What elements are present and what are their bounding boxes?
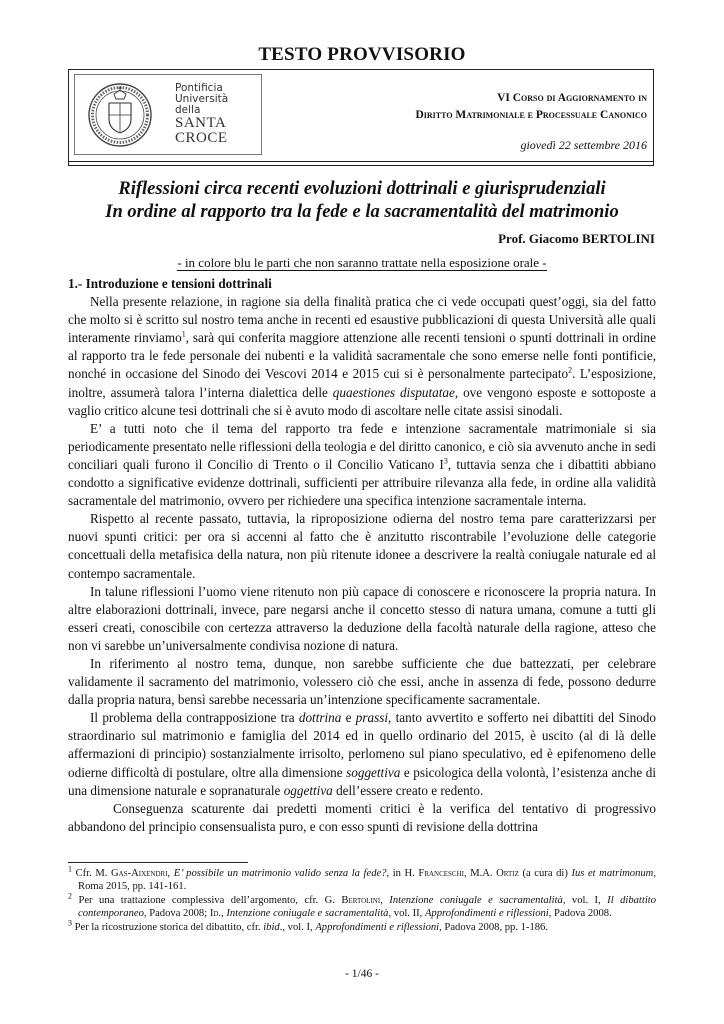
footnotes <box>68 864 656 934</box>
university-seal-icon <box>85 81 155 149</box>
footnote-ref-3[interactable]: 3 <box>443 456 448 466</box>
document-title <box>0 178 724 224</box>
logo-line-3: della <box>175 104 201 116</box>
body-text <box>68 275 656 836</box>
title-line-2: In ordine al rapporto tra la fede e la sacramentalità del matrimonio <box>105 202 619 222</box>
footnote-2: $^2$ Per una trattazione complessiva dell’argomento, cfr. G. Bertolini, Intenzione coniugale e sacramentalità, vol. I, Il dibattito contemporaneo, Padova 2008; Id., Intenzione coniugale e sacramentalità, vol. II, Approfondimenti e riflessioni, Padova 2008. <box>68 891 656 920</box>
section-heading: 1.- Introduzione e tensioni dottrinali <box>68 276 272 291</box>
paragraph-5: In riferimento al nostro tema, dunque, non sarebbe sufficiente che due battezzati, per celebrare validamente il sacramento del matrimonio, volessero ciò che essi, anche in assenza di fede, possono dedurre dalla propria natura, bensì sarebbe necessaria un’intenzione specificamente sacramentale. <box>68 655 656 708</box>
header-rule <box>69 161 653 162</box>
page-title: TESTO PROVVISORIO <box>258 44 466 65</box>
course-date: giovedì 22 settembre 2016 <box>520 138 647 152</box>
paragraph-1: Nella presente relazione, in ragione sia della finalità pratica che ci vede occupati quest’oggi, sia del fatto che molto si è scritto sul nostro tema anche in recenti ed esaustive pubblicazioni di questa Università alle quali interamente rinviamo$^1$, sarà qui conferita maggiore attenzione alle recenti tensioni o spunti dottrinali in ordine al rapporto tra le fede personale dei nubenti e la validità sacramentale che sono emerse nelle fonti pontificie, nonché in occasione del Sinodo dei Vescovi 2014 e 2015 cui si è personalmente partecipato$^2$. L’esposizione, inoltre, assumerà talora l’interna dialettica delle quaestiones disputatae, ove vengono esposte e sottoposte a vaglio critico alcune tesi dottrinali che si è avuto modo di ascoltare nelle citate assisi sinodali. <box>68 294 656 418</box>
blue-parts-note <box>0 255 724 271</box>
course-line-2: Diritto Matrimoniale e Processuale Canonico <box>415 109 647 121</box>
paragraph-7: Conseguenza scaturente dai predetti momenti critici è la verifica del tentativo di progressivo abbandono del principio consensualista puro, e con esso spunti di revisione della dottrina <box>68 800 656 834</box>
page-number: - 1/46 - <box>345 968 379 980</box>
logo-line-2: Università <box>175 93 229 105</box>
logo-line-4: SANTA <box>175 115 227 131</box>
logo-box <box>74 74 262 155</box>
paragraph-4: In talune riflessioni l’uomo viene ritenuto non più capace di conoscere e riconoscere la propria natura. In altre elaborazioni dottrinali, invece, pare negarsi anche il concetto stesso di natura umana, comune a tutti gli esseri creati, conoscibile con certezza attraverso la deduzione della facoltà naturale della ragione, atteso che non vi sarebbe un’universalmente condivisa nozione di natura. <box>68 583 656 653</box>
logo-line-1: Pontificia <box>175 82 223 94</box>
paragraph-6: Il problema della contrapposizione tra dottrina e prassi, tanto avvertito e sofferto nei dibattiti del Sinodo straordinario sul matrimonio e famiglia del 2014 ed in quello ordinario del 2015, è uscito (al di là delle affermazioni di principio) sostanzialmente irrisolto, perlomeno sul piano speculativo, ed è epifenomeno delle odierne difficoltà di postulare, oltre alla dimensione soggettiva e psicologica della volontà, l’esistenza anche di una dimensione naturale e sopranaturale oggettiva dell’essere creato e redento. <box>68 710 656 798</box>
title-line-1: Riflessioni circa recenti evoluzioni dottrinali e giurisprudenziali <box>118 179 606 199</box>
course-line-1: VI Corso di Aggiornamento in <box>497 92 647 104</box>
footnote-ref-2[interactable]: 2 <box>568 366 573 376</box>
footnote-rule <box>68 862 248 863</box>
logo-text <box>175 83 228 146</box>
course-title <box>415 90 647 124</box>
footnote-3: $^3$ Per la ricostruzione storica del dibattito, cfr. ibid., vol. I, Approfondimenti e riflessioni, Padova 2008, pp. 1-186. <box>68 918 548 933</box>
author: Prof. Giacomo BERTOLINI <box>498 231 655 246</box>
paragraph-2: E’ a tutti noto che il tema del rapporto tra fede e intenzione sacramentale matrimoniale si sia periodicamente presentato nelle riflessioni della teologia e del diritto canonico, e ciò sia avvenuto anche in sedi conciliari quali furono il Concilio di Trento o il Concilio Vaticano $I^3$, tuttavia senza che i dibattiti abbiano condotto a significative evidenze dottrinali, sufficienti per attribuire rilevanza alla fede, in ordine alla validità sacramentale del matrimonio, ovvero per richiedere una specifica intenzione sacramentale interna. <box>68 420 656 509</box>
logo-line-5: CROCE <box>175 130 228 146</box>
note-text: - in colore blu le parti che non saranno trattate nella esposizione orale - <box>177 255 547 270</box>
paragraph-3: Rispetto al recente passato, tuttavia, la riproposizione odierna del nostro tema pare caratterizzarsi per nuovi spunti critici: per ora si accenni al fatto che è anzitutto riscontrabile l’evoluzione delle categorie concettuali della metafisica della natura, non più ritenute idonee a descrivere la realtà coniugale naturale ed al contempo sacramentale. <box>68 511 656 581</box>
footnote-ref-1[interactable]: 1 <box>181 329 186 339</box>
header-box <box>68 69 654 166</box>
footnote-1: $^1$ Cfr. M. Gas-Aixendri, E’ possibile un matrimonio valido senza la fede?, in H. Franceschi, M.A. Ortiz (a cura di) Ius et matrimonum, Roma 2015, pp. 141-161. <box>68 864 656 893</box>
